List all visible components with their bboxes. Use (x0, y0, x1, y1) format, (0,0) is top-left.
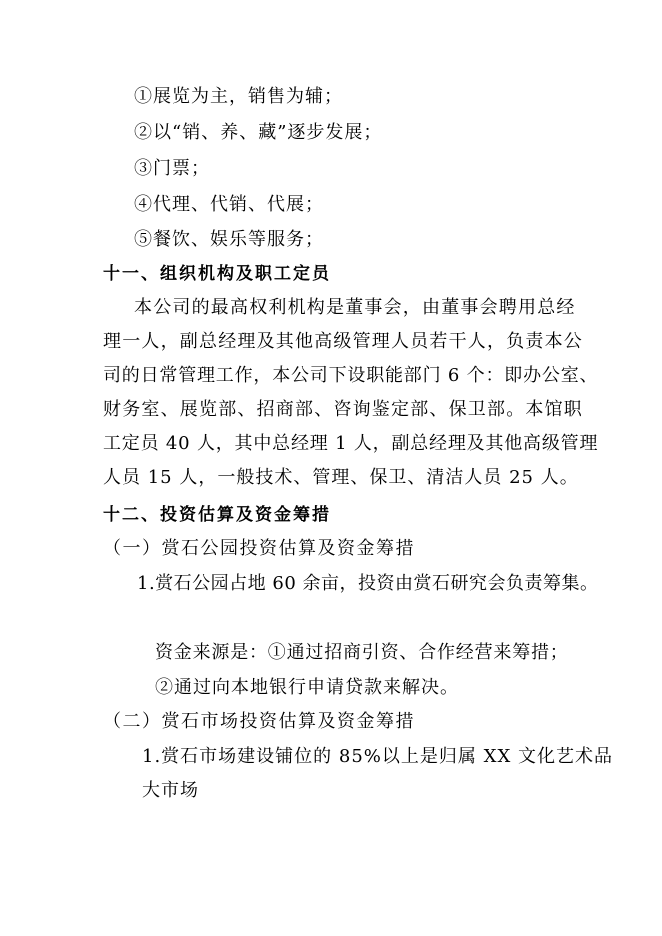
paragraph-line: 司的日常管理工作，本公司下设职能部门 6 个：即办公室、 (103, 365, 599, 386)
paragraph-line: 工定员 40 人，其中总经理 1 人，副总经理及其他高级管理 (103, 433, 599, 454)
numbered-item: 1.赏石市场建设铺位的 85%以上是归属 XX 文化艺术品 (142, 746, 613, 767)
numbered-item: 1.赏石公园占地 60 余亩，投资由赏石研究会负责筹集。 (137, 573, 599, 594)
list-item: ②以“销、养、藏”逐步发展； (134, 122, 383, 143)
subsection-title: （一）赏石公园投资估算及资金筹措 (103, 538, 415, 559)
paragraph-line: 财务室、展览部、招商部、咨询鉴定部、保卫部。本馆职 (103, 399, 583, 420)
funding-source-line: 资金来源是：①通过招商引资、合作经营来筹措； (155, 642, 569, 663)
section-heading: 十一、组织机构及职工定员 (103, 264, 331, 284)
subsection-title: （二）赏石市场投资估算及资金筹措 (103, 711, 415, 732)
paragraph-line: 理一人，副总经理及其他高级管理人员若干人，负责本公 (103, 331, 583, 352)
list-item: ③门票； (134, 158, 210, 179)
paragraph-line: 人员 15 人，一般技术、管理、保卫、清洁人员 25 人。 (103, 467, 579, 488)
list-item: ④代理、代销、代展； (134, 194, 324, 215)
paragraph-line: 本公司的最高权利机构是董事会，由董事会聘用总经 (134, 297, 576, 318)
funding-source-line: ②通过向本地银行申请贷款来解决。 (155, 677, 459, 698)
section-heading: 十二、投资估算及资金筹措 (103, 505, 331, 525)
list-item: ⑤餐饮、娱乐等服务； (134, 229, 324, 250)
list-item: ①展览为主，销售为辅； (134, 86, 343, 107)
numbered-item-continuation: 大市场 (142, 780, 199, 801)
